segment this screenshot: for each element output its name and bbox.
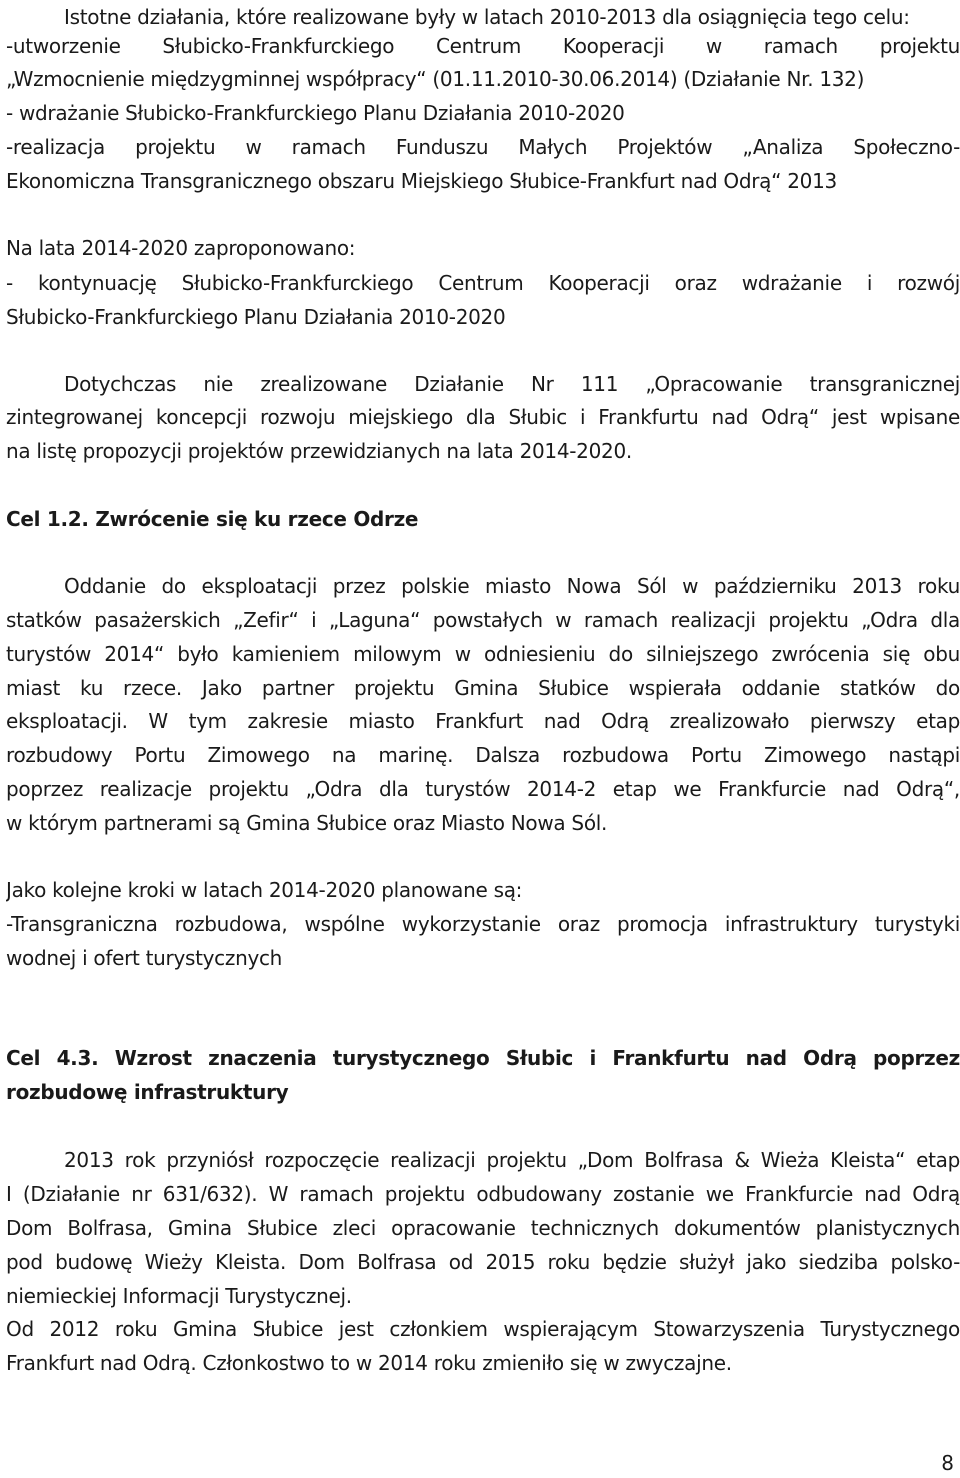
line: 2013 rok przyniósł rozpoczęcie realizacji projektu „Dom Bolfrasa & Wieża Kleista“ etap — [64, 1148, 960, 1172]
line: - wdrażanie Słubicko-Frankfurckiego Planu Działania 2010-2020 — [6, 101, 625, 125]
line: rozbudowy Portu Zimowego na marinę. Dalsza rozbudowa Portu Zimowego nastąpi — [6, 743, 960, 767]
line: I (Działanie nr 631/632). W ramach projektu odbudowany zostanie we Frankfurcie nad Odrą — [6, 1182, 960, 1206]
line: Słubicko-Frankfurckiego Planu Działania 2010-2020 — [6, 305, 506, 329]
line: „Wzmocnienie międzygminnej współpracy“ (01.11.2010-30.06.2014) (Działanie Nr. 132) — [6, 67, 865, 91]
line: turystów 2014“ było kamieniem milowym w odniesieniu do silniejszego zwrócenia się obu — [6, 642, 960, 666]
line: eksploatacji. W tym zakresie miasto Frankfurt nad Odrą zrealizowało pierwszy etap — [6, 709, 960, 733]
section-heading: Cel 1.2. Zwrócenie się ku rzece Odrze — [6, 507, 419, 531]
line: -realizacja projektu w ramach Funduszu Małych Projektów „Analiza Społeczno- — [6, 135, 960, 159]
line: wodnej i ofert turystycznych — [6, 946, 283, 970]
line: Dotychczas nie zrealizowane Działanie Nr 111 „Opracowanie transgranicznej — [64, 372, 960, 396]
line: statków pasażerskich „Zefir“ i „Laguna“ powstałych w ramach realizacji projektu „Odra dla — [6, 608, 960, 632]
line: w którym partnerami są Gmina Słubice oraz Miasto Nowa Sól. — [6, 811, 608, 835]
line: Ekonomiczna Transgranicznego obszaru Miejskiego Słubice-Frankfurt nad Odrą“ 2013 — [6, 169, 837, 193]
section-heading: rozbudowę infrastruktury — [6, 1080, 289, 1104]
line: pod budowę Wieży Kleista. Dom Bolfrasa od 2015 roku będzie służył jako siedziba polsko- — [6, 1250, 960, 1274]
line: Od 2012 roku Gmina Słubice jest członkiem wspierającym Stowarzyszenia Turystycznego — [6, 1317, 960, 1341]
line: miast ku rzece. Jako partner projektu Gmina Słubice wspierała oddanie statków do — [6, 676, 960, 700]
line: niemieckiej Informacji Turystycznej. — [6, 1284, 352, 1308]
line: poprzez realizacje projektu „Odra dla turystów 2014-2 etap we Frankfurcie nad Odrą“, — [6, 777, 960, 801]
line: Frankfurt nad Odrą. Członkostwo to w 2014 roku zmieniło się w zwyczajne. — [6, 1351, 732, 1375]
line: Istotne działania, które realizowane były w latach 2010-2013 dla osiągnięcia tego celu: — [64, 5, 910, 29]
line: Jako kolejne kroki w latach 2014-2020 planowane są: — [6, 878, 523, 902]
line: - kontynuację Słubicko-Frankfurckiego Centrum Kooperacji oraz wdrażanie i rozwój — [6, 271, 960, 295]
page-number: 8 — [941, 1451, 954, 1475]
line: Oddanie do eksploatacji przez polskie miasto Nowa Sól w październiku 2013 roku — [64, 574, 960, 598]
line: Dom Bolfrasa, Gmina Słubice zleci opracowanie technicznych dokumentów planistycznych — [6, 1216, 960, 1240]
line: zintegrowanej koncepcji rozwoju miejskiego dla Słubic i Frankfurtu nad Odrą“ jest wpisane — [6, 405, 960, 429]
line: Na lata 2014-2020 zaproponowano: — [6, 236, 356, 260]
line: -utworzenie Słubicko-Frankfurckiego Centrum Kooperacji w ramach projektu — [6, 34, 960, 58]
line: na listę propozycji projektów przewidzianych na lata 2014-2020. — [6, 439, 632, 463]
section-heading: Cel 4.3. Wzrost znaczenia turystycznego Słubic i Frankfurtu nad Odrą poprzez — [6, 1046, 960, 1070]
line: -Transgraniczna rozbudowa, wspólne wykorzystanie oraz promocja infrastruktury turystyki — [6, 912, 960, 936]
